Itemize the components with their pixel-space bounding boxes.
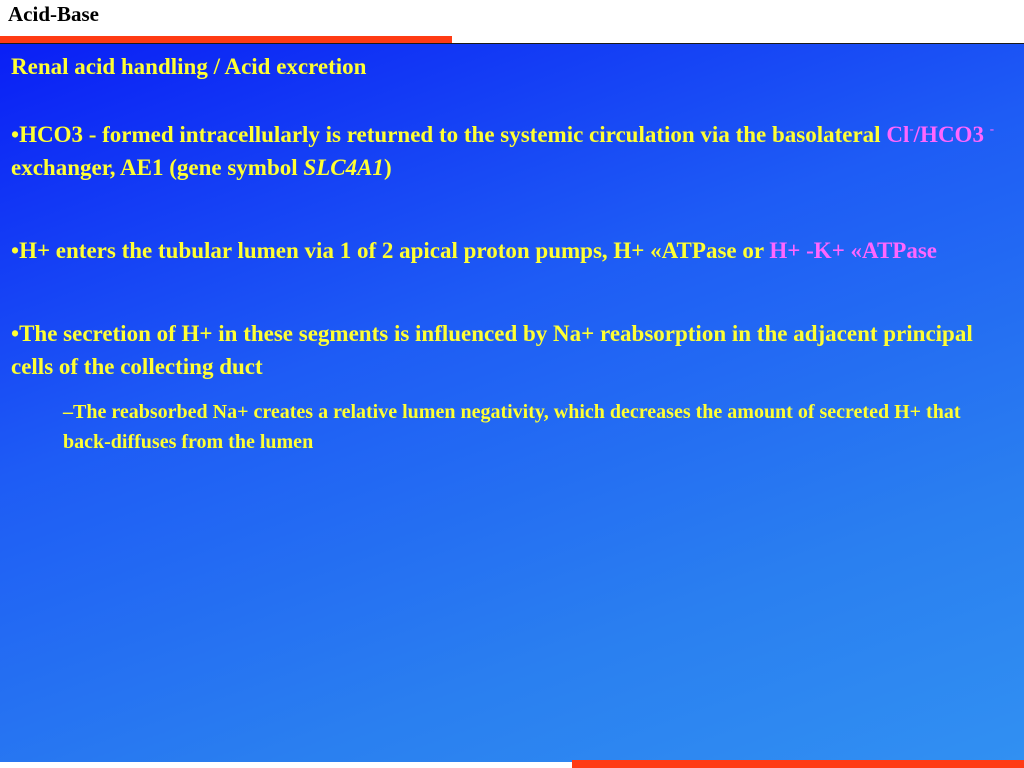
title-bar <box>0 0 1024 36</box>
slide-content <box>11 52 1011 457</box>
bullet-proton-pumps <box>11 234 1011 267</box>
bicarbonate-charge: - <box>989 121 995 136</box>
bullet-text: HCO3 - formed intracellularly is returned to the systemic circulation via the basolateral <box>19 122 887 147</box>
bullet-text: The secretion of H+ in these segments is influenced by Na+ reabsorption in the adjacent principal cells of the collecting duct <box>11 321 973 379</box>
chloride-symbol: Cl <box>886 122 910 147</box>
gene-symbol: SLC4A1 <box>303 155 384 180</box>
bullet-h-secretion <box>11 317 1011 383</box>
bullet-text-continued: exchanger, AE1 (gene symbol <box>11 155 304 180</box>
chloride-label <box>886 122 994 147</box>
bicarbonate-symbol: /HCO3 <box>913 122 990 147</box>
chloride-charge: - <box>909 121 914 136</box>
bullet-text: H+ enters the tubular lumen via 1 of 2 apical proton pumps, H+ «ATPase or <box>19 238 770 263</box>
sub-bullet-marker: – <box>63 401 73 423</box>
bottom-accent-bar <box>572 760 1024 768</box>
bullet-hco3 <box>11 118 1011 184</box>
sub-bullet-text: The reabsorbed Na+ creates a relative lumen negativity, which decreases the amount of secreted H+ that back-diffuses from the lumen <box>63 401 961 453</box>
slide-title: Acid-Base <box>8 2 99 26</box>
slide-subtitle: Renal acid handling / Acid excretion <box>11 54 367 79</box>
closing-paren: ) <box>383 155 392 180</box>
hk-atpase-label: H+ -K+ «ATPase <box>769 238 938 263</box>
sub-bullet-na-reabsorption <box>63 397 1011 457</box>
bullet-marker: • <box>11 122 20 147</box>
bullet-marker: • <box>11 238 20 263</box>
bullet-marker: • <box>11 321 20 346</box>
